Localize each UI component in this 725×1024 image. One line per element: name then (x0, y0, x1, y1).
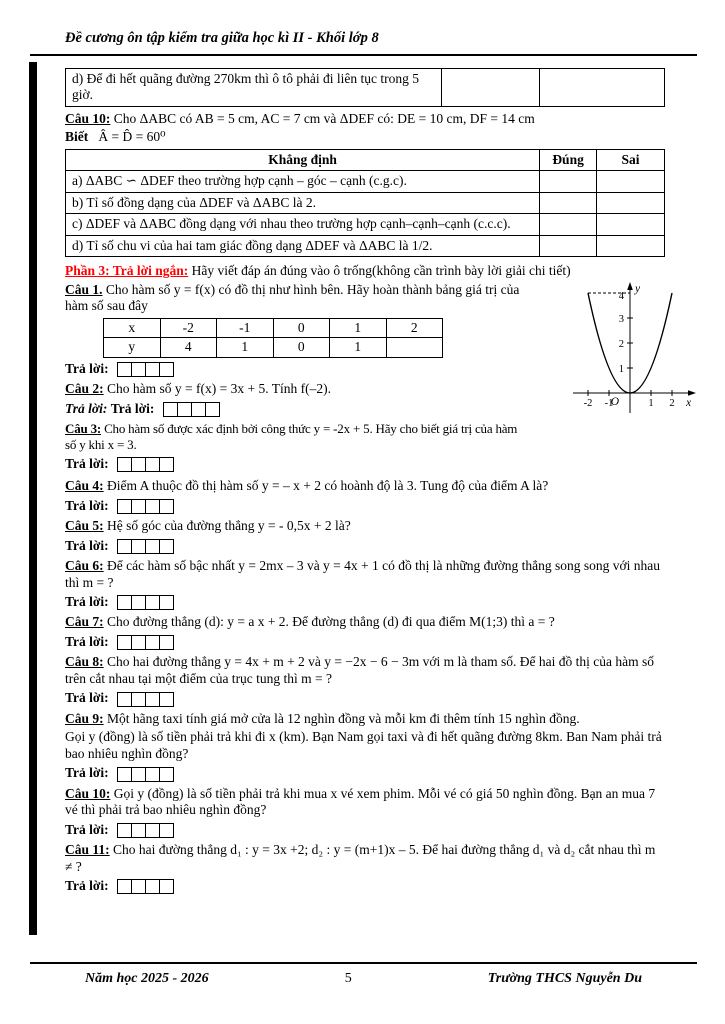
cell-dung-c (540, 214, 597, 235)
answer-boxes (117, 823, 174, 838)
cell-sai-b (597, 192, 665, 213)
function-graph-figure (535, 280, 700, 420)
question-text: Một hãng taxi tính giá mở cửa là 12 nghìn đồng và mỗi km đi thêm tính 15 nghìn đồng. (107, 710, 580, 726)
question-text: Cho đường thẳng (d): y = a x + 2. Để đường thẳng (d) đi qua điểm M(1;3) thì a = ? (107, 614, 555, 630)
cell-sai-d (597, 235, 665, 256)
answer-label: Trả lời: (65, 878, 109, 893)
answer-boxes (163, 402, 220, 417)
y-tick-1: 1 (618, 363, 624, 375)
header-title: Đề cương ôn tập kiểm tra giữa học kì II - Khối lớp 8 (65, 30, 379, 46)
phan3-intro: Hãy viết đáp án đúng vào ô trống(không cần trình bày lời giải chi tiết) (191, 263, 571, 279)
table-row (66, 235, 665, 256)
question-text: Cho ΔABC có AB = 5 cm, AC = 7 cm và ΔDEF có: DE = 10 cm, DF = 14 cm (113, 110, 535, 126)
question-text: Cho hai đường thẳng d₁ : y = 3x +2; d₂ : y = (m+1)x – 5. Để hai đường thẳng d₁ và d₂ cắt nhau thì m ≠ ? (65, 842, 656, 874)
answer-label: Trả lời: (110, 400, 155, 416)
question-text: Gọi y (đồng) là số tiền phải trả khi mua x vé xem phim. Mỗi vé có giá 50 nghìn đồng. Bạn an mua 7 vé thì phải trả bao nhiêu nghìn đồng? (65, 785, 656, 818)
y-tick-3: 3 (618, 313, 624, 325)
answer-boxes (117, 499, 174, 514)
question-label: Câu 5: (65, 518, 104, 534)
answer-label: Trả lời: (65, 497, 109, 513)
question-label: Câu 8: (65, 654, 104, 670)
question-label: Câu 3: (65, 420, 101, 436)
question-text: Cho hàm số được xác định bởi công thức y = -2x + 5. Hãy cho biết giá trị của hàm số y khi x = 3. (65, 420, 518, 452)
col-header-sai: Sai (597, 149, 665, 170)
statement-d: d) Tỉ số chu vi của hai tam giác đồng dạng ΔDEF và ΔABC là 1/2. (66, 235, 540, 256)
cell-dung-d (540, 235, 597, 256)
question-label: Câu 10: (65, 785, 111, 801)
page-footer (30, 962, 697, 987)
answer-label: Trả lời: (65, 537, 109, 553)
question-label: Câu 4: (65, 478, 104, 494)
question-cau-10 (65, 786, 665, 838)
question-cau-9 (65, 711, 665, 782)
answer-label: Trả lời: (65, 765, 109, 781)
given-label: Biết (65, 129, 89, 145)
x-axis-arrow-icon (688, 390, 696, 396)
cell-dung-b (540, 192, 597, 213)
page-header (30, 30, 697, 56)
x-value: -1 (217, 318, 274, 337)
answer-boxes (117, 767, 174, 782)
question-text: Cho hàm số y = f(x) có đồ thị như hình bên. Hãy hoàn thành bảng giá trị của hàm số sau đây (65, 281, 520, 314)
y-value: 1 (330, 338, 387, 357)
statement-b: b) Tỉ số đồng dạng của ΔDEF và ΔABC là 2. (66, 192, 540, 213)
y-value: 1 (217, 338, 274, 357)
function-graph (535, 280, 700, 420)
footer-page-number: 5 (344, 971, 352, 986)
question-label: Câu 1. (65, 281, 103, 297)
given-formula: Â = D̂ = 60⁰ (98, 129, 166, 145)
phan3-label: Phần 3: Trả lời ngắn: (65, 263, 189, 279)
table-row (66, 214, 665, 235)
question-cau-7 (65, 614, 665, 650)
carryover-empty-cell-2 (540, 69, 665, 107)
x-value: 1 (330, 318, 387, 337)
x-value: 0 (273, 318, 330, 337)
answer-boxes (117, 692, 174, 707)
question-cau-5 (65, 518, 665, 554)
table-row (66, 171, 665, 192)
carryover-empty-cell-1 (442, 69, 540, 107)
answer-label: Trả lời: (65, 593, 109, 609)
cau10-given (65, 129, 665, 145)
footer-school-name: Trường THCS Nguyễn Du (487, 971, 642, 986)
question-text: Để các hàm số bậc nhất y = 2mx – 3 và y = 4x + 1 có đồ thị là những đường thẳng song song với nhau thì m = ? (65, 558, 661, 590)
question-text-continued: Gọi y (đồng) là số tiền phải trả khi đi x (km). Bạn Nam gọi taxi và đi hết quãng đường 8km. Ban Nam phải trả bao nhiêu nghìn đồng? (65, 729, 662, 761)
table-row (66, 192, 665, 213)
answer-boxes (117, 362, 174, 377)
question-text: Cho hàm số y = f(x) = 3x + 5. Tính f(–2). (107, 381, 331, 397)
origin-label: O (610, 395, 619, 408)
answer-label: Trả lời: (65, 821, 109, 837)
col-header-statement: Khẳng định (66, 149, 540, 170)
answer-boxes (117, 635, 174, 650)
question-text: Hệ số góc của đường thẳng y = - 0,5x + 2 là? (107, 518, 351, 534)
x-tick-neg1: -1 (604, 397, 614, 409)
answer-boxes (117, 595, 174, 610)
answer-label: Trả lời: (65, 633, 109, 649)
y-header: y (104, 338, 161, 357)
question-cau-6 (65, 558, 665, 610)
question-text: Cho hai đường thẳng y = 4x + m + 2 và y = −2x − 6 − 3m với m là tham số. Để hai đồ thị của hàm số trên cắt nhau tại một điểm của trục tung thì m = ? (65, 654, 654, 686)
question-cau-8 (65, 654, 665, 706)
col-header-dung: Đúng (540, 149, 597, 170)
y-axis-label: y (635, 282, 641, 295)
value-table (103, 318, 443, 358)
x-tick-2: 2 (669, 397, 675, 409)
carryover-table (65, 68, 665, 107)
carryover-statement: d) Để đi hết quãng đường 270km thì ô tô phải đi liên tục trong 5 giờ. (66, 69, 442, 107)
answer-label: Trả lời: (65, 455, 109, 471)
question-cau-4 (65, 478, 665, 514)
y-value-blank (386, 338, 443, 357)
answer-boxes (117, 879, 174, 894)
table-row-x (104, 318, 443, 337)
table-row (66, 69, 665, 107)
question-label: Câu 10: (65, 110, 111, 126)
question-label: Câu 9: (65, 710, 104, 726)
question-cau-11 (65, 842, 665, 894)
question-cau-3 (65, 421, 665, 472)
question-label: Câu 7: (65, 614, 104, 630)
y-value: 4 (160, 338, 217, 357)
khang-dinh-table (65, 149, 665, 257)
phan3-heading (65, 263, 665, 279)
cau10-statement (65, 111, 665, 127)
x-header: x (104, 318, 161, 337)
statement-a: a) ΔABC ∽ ΔDEF theo trường hợp cạnh – góc – cạnh (c.g.c). (66, 171, 540, 192)
answer-prefix: Trả lời: (65, 400, 108, 416)
answer-label: Trả lời: (65, 360, 109, 376)
question-label: Câu 6: (65, 558, 104, 574)
footer-school-year: Năm học 2025 - 2026 (85, 971, 209, 986)
cell-sai-c (597, 214, 665, 235)
x-axis-label: x (686, 396, 692, 409)
table-row-y (104, 338, 443, 357)
y-tick-4: 4 (618, 290, 624, 302)
y-tick-2: 2 (618, 338, 624, 350)
y-value: 0 (273, 338, 330, 357)
x-tick-1: 1 (648, 397, 654, 409)
answer-label: Trả lời: (65, 690, 109, 706)
answer-boxes (117, 457, 174, 472)
left-margin-bar (29, 62, 37, 935)
y-axis-arrow-icon (627, 282, 633, 290)
table-header-row (66, 149, 665, 170)
statement-c: c) ΔDEF và ΔABC đồng dạng với nhau theo trường hợp cạnh–cạnh–cạnh (c.c.c). (66, 214, 540, 235)
cell-sai-a (597, 171, 665, 192)
document-content (65, 68, 692, 898)
answer-boxes (117, 539, 174, 554)
question-text: Điểm A thuộc đồ thị hàm số y = – x + 2 có hoành độ là 3. Tung độ của điểm A là? (107, 478, 549, 494)
x-tick-neg2: -2 (583, 397, 593, 409)
question-label: Câu 2: (65, 381, 104, 397)
question-label: Câu 11: (65, 842, 110, 858)
x-value: 2 (386, 318, 443, 337)
x-value: -2 (160, 318, 217, 337)
cell-dung-a (540, 171, 597, 192)
